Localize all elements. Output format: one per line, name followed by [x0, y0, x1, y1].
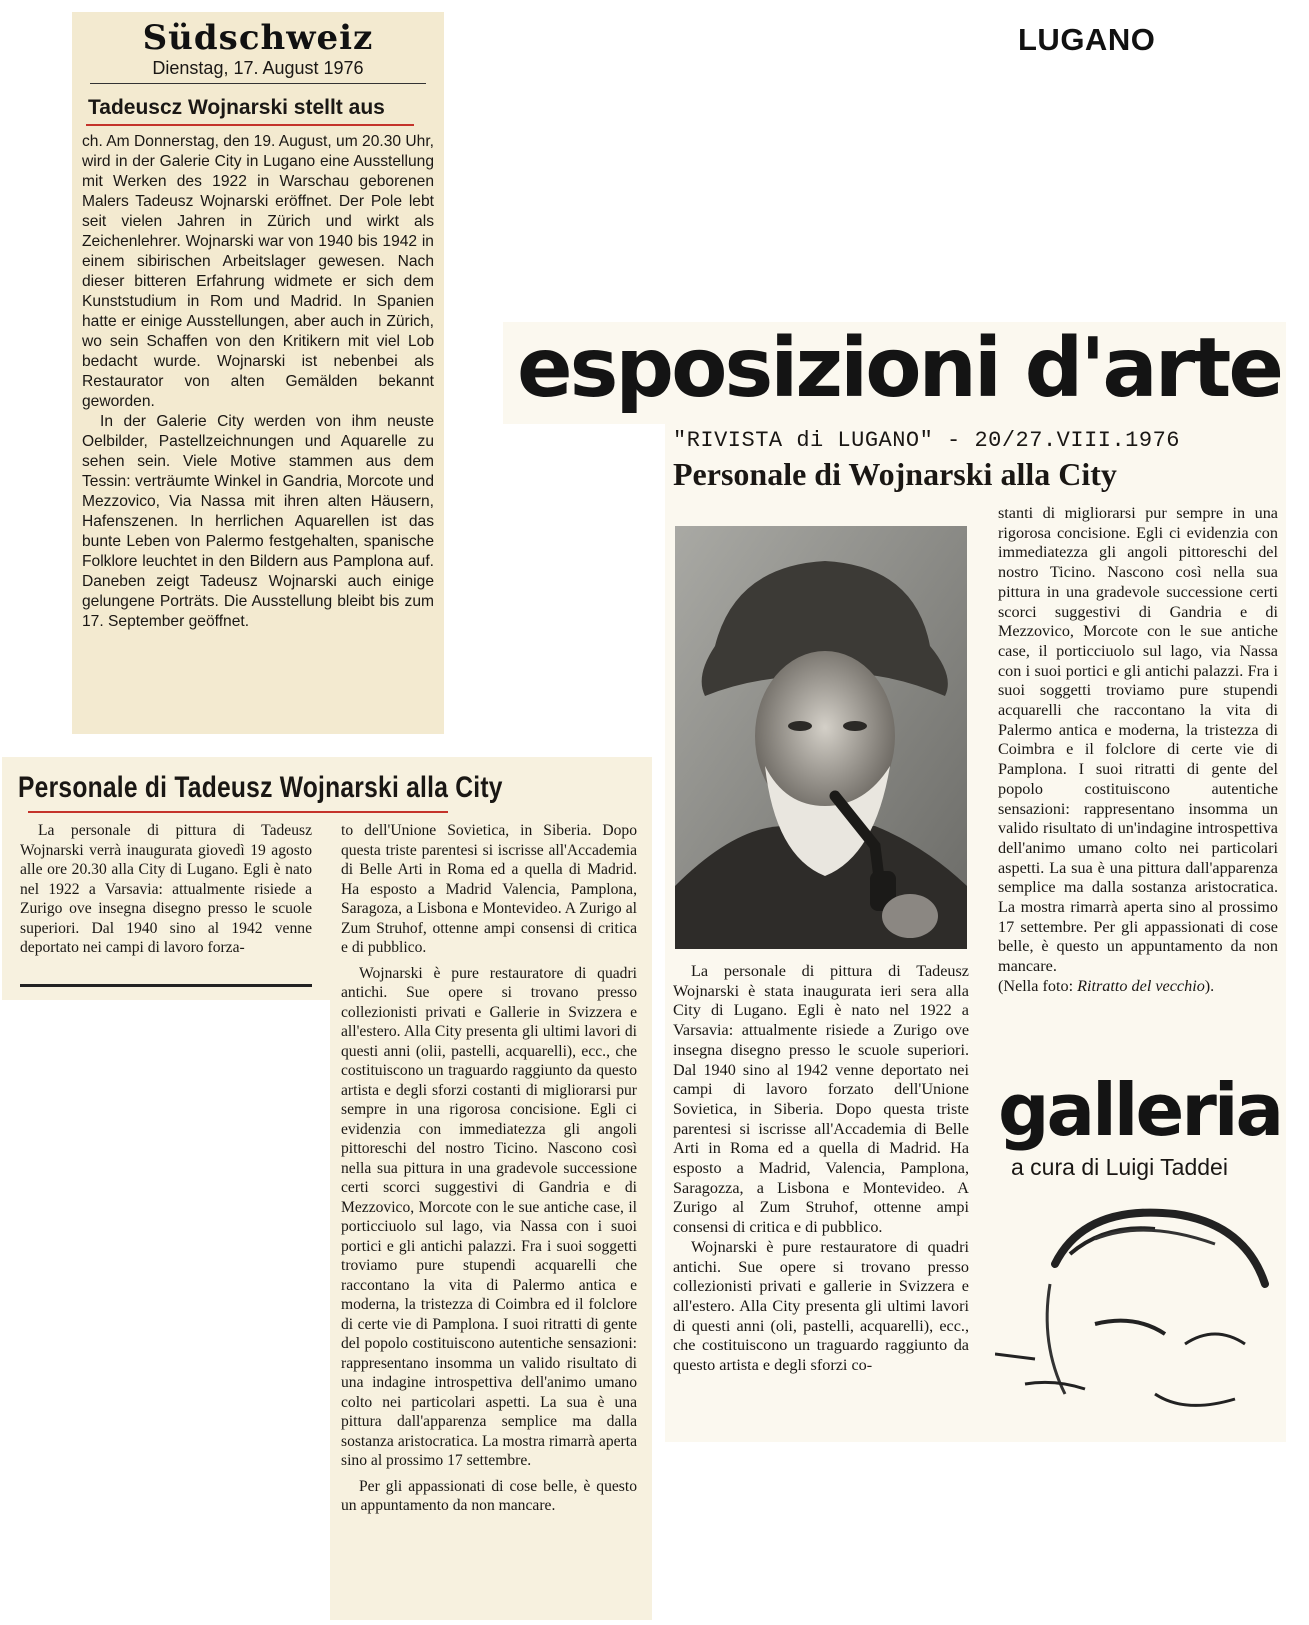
- caption-title: Ritratto del vecchio: [1077, 976, 1205, 995]
- column-left: [673, 962, 969, 1376]
- paragraph: La personale di pittura di Tadeusz Wojnarski è stata inaugurata ieri sera alla City di Lugano. Egli è nato nel 1922 a Varsavia: attualmente risiede a Zurigo ove insegna disegno presso le scuole superiori. Dal 1940 sino al 1942 venne deportato nei campi di lavoro forzato dell'Unione Sovietica, in Siberia. Dopo questa triste parentesi si iscrisse all'Accademia di Belle Arti in Roma ed a quella di Madrid. Ha esposto a Madrid, Valencia, Pamplona, Saragozza, a Lisbona e Montevideo. A Zurigo al Zum Struhof, ottenne ampi consensi di critica e di pubblico.: [673, 962, 969, 1237]
- curator-line: a cura di Luigi Taddei: [1011, 1154, 1228, 1180]
- dateline: Dienstag, 17. August 1976: [90, 58, 426, 84]
- paragraph: Per gli appassionati di cose belle, è questo un appuntamento da non mancare.: [341, 1477, 637, 1514]
- banner-title: esposizioni d'arte: [517, 322, 1281, 416]
- column-divider: [20, 984, 312, 987]
- clip-banner: [503, 322, 1286, 424]
- column-right: [998, 504, 1278, 997]
- column-1: [20, 821, 312, 958]
- paragraph: to dell'Unione Sovietica, in Siberia. Dopo questa triste parentesi si iscrisse all'Accademia di Belle Arti in Roma ed a quella di Madrid. Ha esposto a Madrid Valencia, Pamplona, Saragoza, a Lisbona e Montevideo. A Zurigo al Zum Struhof, ottenne ampi consensi di critica e di pubblico.: [341, 822, 637, 956]
- column-2: [341, 821, 637, 1516]
- portrait-photo: [675, 526, 967, 949]
- article-headline: Tadeuscz Wojnarski stellt aus: [88, 96, 385, 119]
- paragraph: stanti di migliorarsi pur sempre in una rigorosa concisione. Egli ci evidenzia con immediatezza gli angoli pittoreschi del nostro Ticino. Nascono così nella sua pittura in una gradevole successione certi scorci suggestivi di Gandria e di Mezzovico, Morcote con le sue antiche case, il porticciuolo sul lago, via Nassa con i suoi portici e gli antichi palazzi. Fra i suoi soggetti troviamo pure stupendi acquarelli che raccontano la vita di Palermo antica e moderna, la tristezza di Coimbra e il folclore di certe vie di Pamplona. I suoi ritratti di gente del popolo costituiscono autentiche sensazioni: rappresentano insomma un valido risultato di un'indagine introspettiva dell'animo umano colto nei particolari aspetti. La sua è una pittura dall'apparenza semplice ma dalla sostanza aristocratica. La mostra rimarrà aperta sino al prossimo 17 settembre. Per gli appassionati di cose belle, è questo un appuntamento da non mancare.: [998, 504, 1278, 976]
- paragraph: In der Galerie City werden von ihm neuste Oelbilder, Pastellzeichnungen und Aquarelle zu sehen sein. Viele Motive stammen aus dem Tessin: verträumte Winkel in Gandria, Morcote und Mezzovico, Via Nassa mit ihren alten Häusern, Hafenszenen. In herrlichen Aquarellen ist das bunte Leben von Palermo festgehalten, spanische Folklore leuchtet in den Bildern aus Pamplona auf. Daneben zeigt Tadeusz Wojnarski auch einige gelungene Porträts. Die Ausstellung bleibt bis zum 17. September geöffnet.: [82, 413, 434, 630]
- article-body: [82, 132, 434, 632]
- sketch-face-icon: [995, 1194, 1281, 1434]
- clip-personale: [2, 757, 652, 1623]
- red-underline: [28, 811, 448, 813]
- photo-caption: (Nella foto: Ritratto del vecchio).: [998, 976, 1215, 995]
- clip-rivista: [665, 424, 1286, 1442]
- source-line: "RIVISTA di LUGANO" - 20/27.VIII.1976: [673, 428, 1180, 453]
- paragraph: ch. Am Donnerstag, den 19. August, um 20.30 Uhr, wird in der Galerie City in Lugano eine Ausstellung mit Werken des 1922 in Warschau geborenen Malers Tadeusz Wojnarski eröffnet. Der Pole lebt seit vielen Jahren in Zürich und wirkt als Zeichenlehrer. Wojnarski war von 1940 bis 1942 in einem sibirischen Arbeitslager gewesen. Nach dieser bitteren Erfahrung widmete er sich dem Kunststudium in Rom und Madrid. In Spanien hatte er einige Ausstellungen, aber auch in Zürich, wo sein Schaffen von den Kritikern mit viel Lob bedacht wurde. Wojnarski ist nebenbei als Restaurator von alten Gemälden bekannt geworden.: [82, 133, 434, 410]
- masthead: Südschweiz: [142, 18, 374, 58]
- galleria-logo: galleria: [998, 1068, 1282, 1152]
- sketch-drawing: [995, 1194, 1281, 1434]
- article-headline: Personale di Wojnarski alla City: [673, 456, 1117, 492]
- article-headline: Personale di Tadeusz Wojnarski alla City: [18, 771, 503, 804]
- paragraph: Wojnarski è pure restauratore di quadri antichi. Sue opere si trovano presso collezionisti privati e Gallerie in Svizzera e all'estero. Alla City presenta gli ultimi lavori di questi anni (olii, pastelli, acquarelli), ecc., che costituiscono un traguardo raggiunto da questo artista e degli sforzi costanti di migliorarsi pur sempre in una rigorosa concisione. Egli ci evidenzia con immediatezza gli angoli pittoreschi del nostro Ticino. Nascono così nella sua pittura in una gradevole successione certi scorci suggestivi di Gandria e di Mezzovico, Morcote con le sue antiche case, il porticciuolo sul lago, via Nassa con i suoi portici e gli antichi palazzi. Fra i suoi soggetti troviamo pure stupendi acquarelli che raccontano la vita di Palermo antica e moderna, la tristezza di Coimbra ed il folclore di certe vie di Pamplona. I suoi ritratti di gente del popolo costituiscono autentiche sensazioni: rappresentano insomma un valido risultato di una indagine introspettiva dell'animo umano colto nei particolari aspetti. La sua è una pittura dall'apparenza semplice ma dalla sostanza aristocratica. La mostra rimarrà aperta sino al prossimo 17 settembre.: [341, 964, 637, 1469]
- red-underline: [86, 124, 414, 126]
- paragraph: La personale di pittura di Tadeusz Wojnarski verrà inaugurata giovedì 19 agosto alle ore 20.30 alla City di Lugano. Egli è nato nel 1922 a Varsavia: attualmente risiede a Zurigo ove insegna disegno presso le scuole superiori. Dal 1940 sino al 1942 venne deportato nei campi di lavoro forza-: [20, 822, 312, 956]
- old-man-with-pipe-icon: [675, 526, 967, 949]
- clip-suedschweiz: [72, 12, 444, 734]
- paragraph: Wojnarski è pure restauratore di quadri antichi. Sue opere si trovano presso collezionisti privati e gallerie in Svizzera e all'estero. Alla City presenta gli ultimi lavori di questi anni (oli, pastelli, acquarelli), ecc., che costituiscono un traguardo raggiunto da questo artista e degli sforzi co-: [673, 1237, 969, 1375]
- page-label: LUGANO: [1018, 22, 1156, 57]
